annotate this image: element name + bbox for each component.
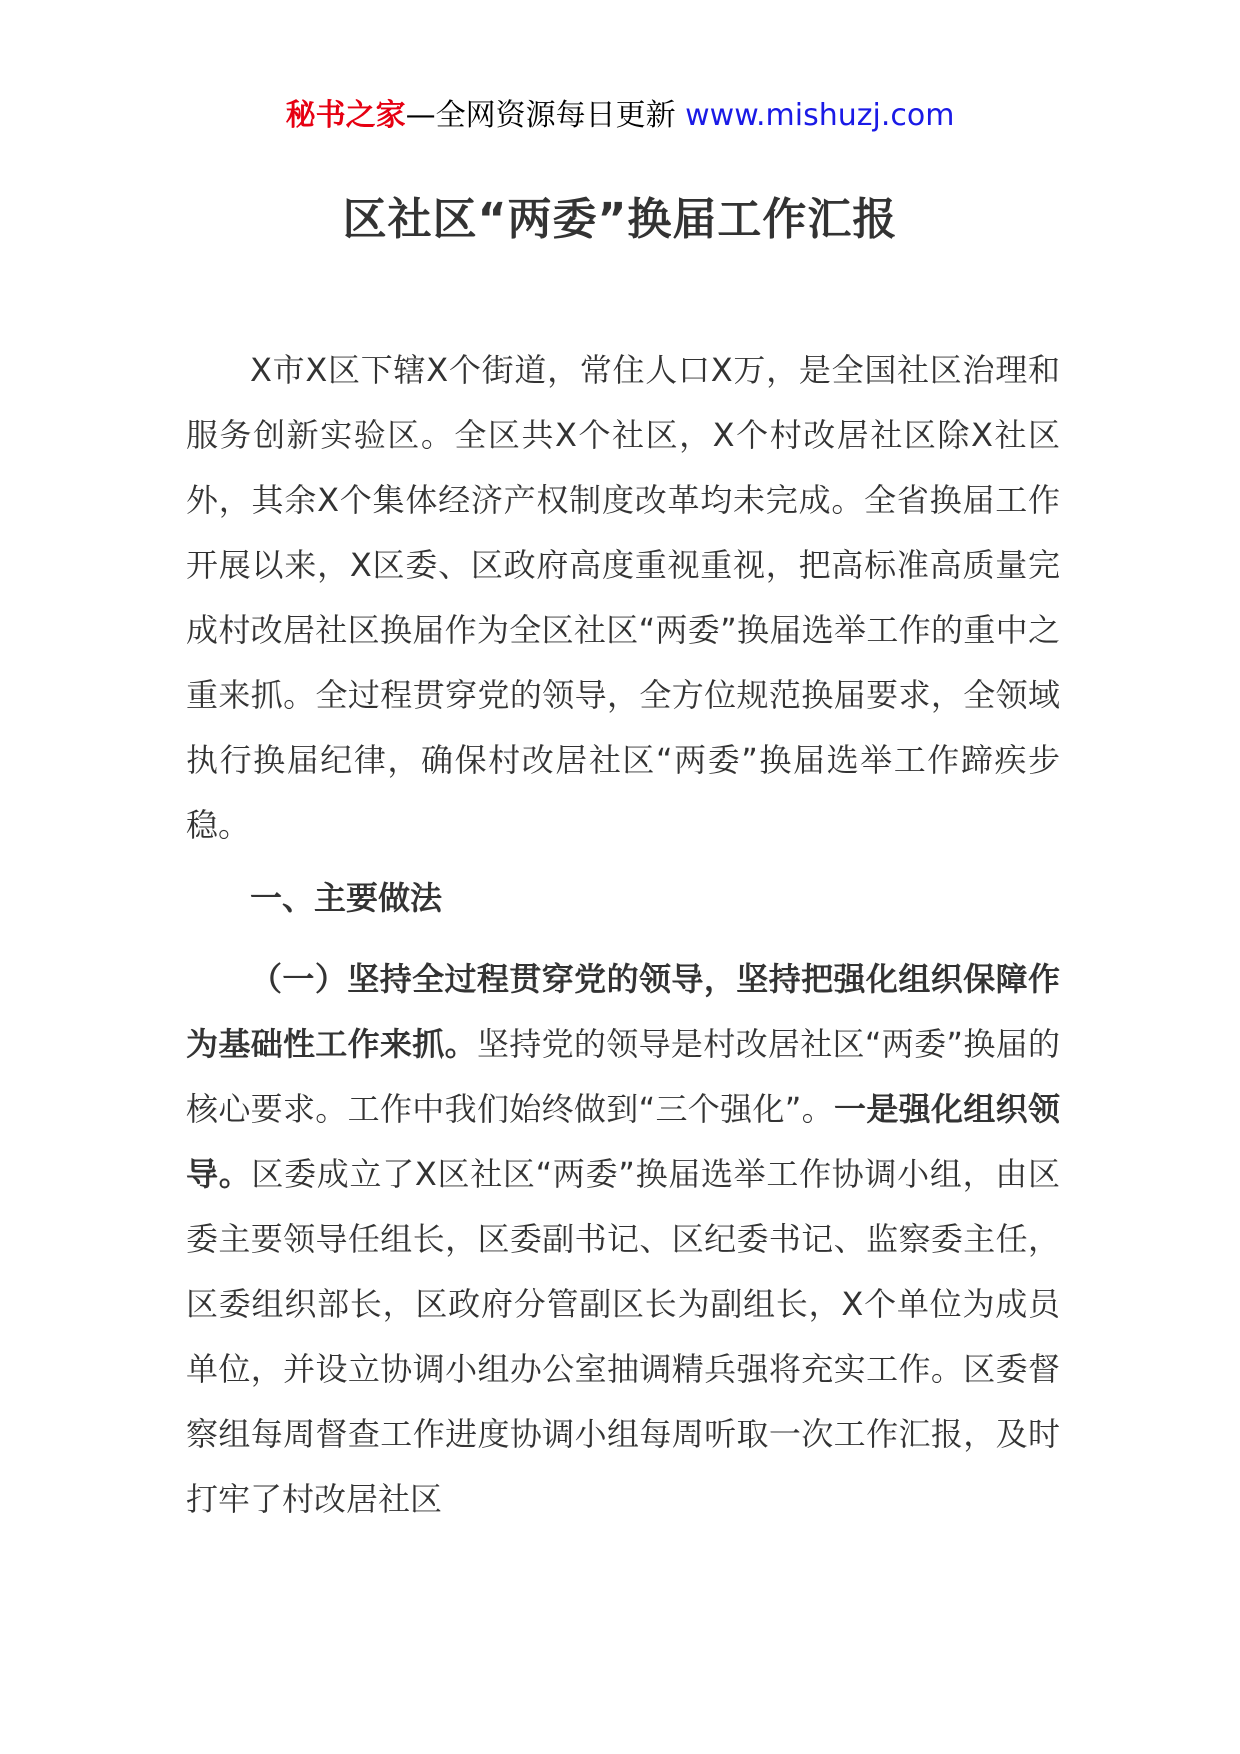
site-header (0, 96, 1240, 136)
site-url-link[interactable]: www.mishuzj.com (685, 98, 955, 133)
subsection-paragraph (186, 947, 1060, 1532)
subsection-point-one-text: 区委成立了X区社区“两委”换届选举工作协调小组，由区委主要领导任组长，区委副书记、区纪委书记、监察委主任，区委组织部长，区政府分管副区长为副组长，X个单位为成员单位，并设立协调小组办公室抽调精兵强将充实工作。区委督察组每周督查工作进度协调小组每周听取一次工作汇报，及时打牢了村改居社区 (186, 1155, 1060, 1518)
subsection-point-one: 一是强化组织领导。 (186, 1090, 1060, 1193)
document-title: 区社区“两委”换届工作汇报 (342, 194, 898, 245)
subsection-text: 坚持党的领导是村改居社区“两委”换届的核心要求。工作中我们始终做到“三个强化”。 (186, 1025, 1060, 1128)
brand-name: 秘书之家 (285, 98, 406, 133)
site-tagline: —全网资源每日更新 (405, 98, 676, 133)
subsection-lead: （一）坚持全过程贯穿党的领导，坚持把强化组织保障作为基础性工作来抓。 (186, 960, 1060, 1063)
document-body (186, 338, 1060, 1532)
intro-paragraph: X市X区下辖X个街道，常住人口X万，是全国社区治理和服务创新实验区。全区共X个社区，X个村改居社区除X社区外，其余X个集体经济产权制度改革均未完成。全省换届工作开展以来，X区委、区政府高度重视重视，把高标准高质量完成村改居社区换届作为全区社区“两委”换届选举工作的重中之重来抓。全过程贯穿党的领导，全方位规范换届要求，全领域执行换届纪律，确保村改居社区“两委”换届选举工作蹄疾步稳。 (186, 351, 1060, 844)
section-heading-main-practices: 一、主要做法 (250, 879, 443, 917)
